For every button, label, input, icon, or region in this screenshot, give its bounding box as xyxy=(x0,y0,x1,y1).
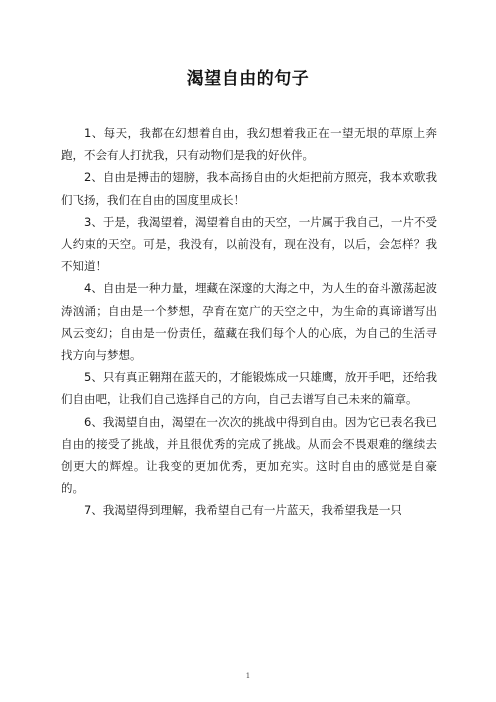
paragraph: 7、我渴望得到理解，我希望自己有一片蓝天，我希望我是一只 xyxy=(84,503,402,518)
paragraph: 3、于是，我渴望着，渴望着自由的天空，一片属于我自己，一片不受人约束的天空。可是，我没有，以前没有，现在没有，以后，会怎样？我不知道！ xyxy=(61,214,437,274)
paragraph: 6、我渴望自由，渴望在一次次的挑战中得到自由。因为它已表名我已自由的接受了挑战，并且很优秀的完成了挑战。从而会不畏艰难的继续去创更大的辉煌。让我变的更加优秀，更加充实。这时自由的感觉是自豪的。 xyxy=(61,414,437,496)
paragraph: 5、只有真正翱翔在蓝天的，才能锻炼成一只雄鹰，放开手吧，还给我们自由吧，让我们自己选择自己的方向，自己去谱写自己未来的篇章。 xyxy=(61,370,437,407)
document-body xyxy=(61,122,437,522)
document-title: 渴望自由的句子 xyxy=(186,69,310,89)
paragraph: 1、每天，我都在幻想着自由，我幻想着我正在一望无垠的草原上奔跑，不会有人打扰我，只有动物们是我的好伙伴。 xyxy=(61,126,437,163)
paragraph: 4、自由是一种力量，埋藏在深邃的大海之中，为人生的奋斗激荡起波涛汹涌；自由是一个梦想，孕育在宽广的天空之中，为生命的真谛谱写出风云变幻；自由是一份责任，蕴藏在我们每个人的心底，为自己的生活寻找方向与梦想。 xyxy=(61,281,437,363)
paragraph: 2、自由是搏击的翅膀，我本高扬自由的火炬把前方照亮，我本欢歌我们飞扬，我们在自由的国度里成长！ xyxy=(61,170,437,207)
page-number: 1 xyxy=(245,672,251,680)
